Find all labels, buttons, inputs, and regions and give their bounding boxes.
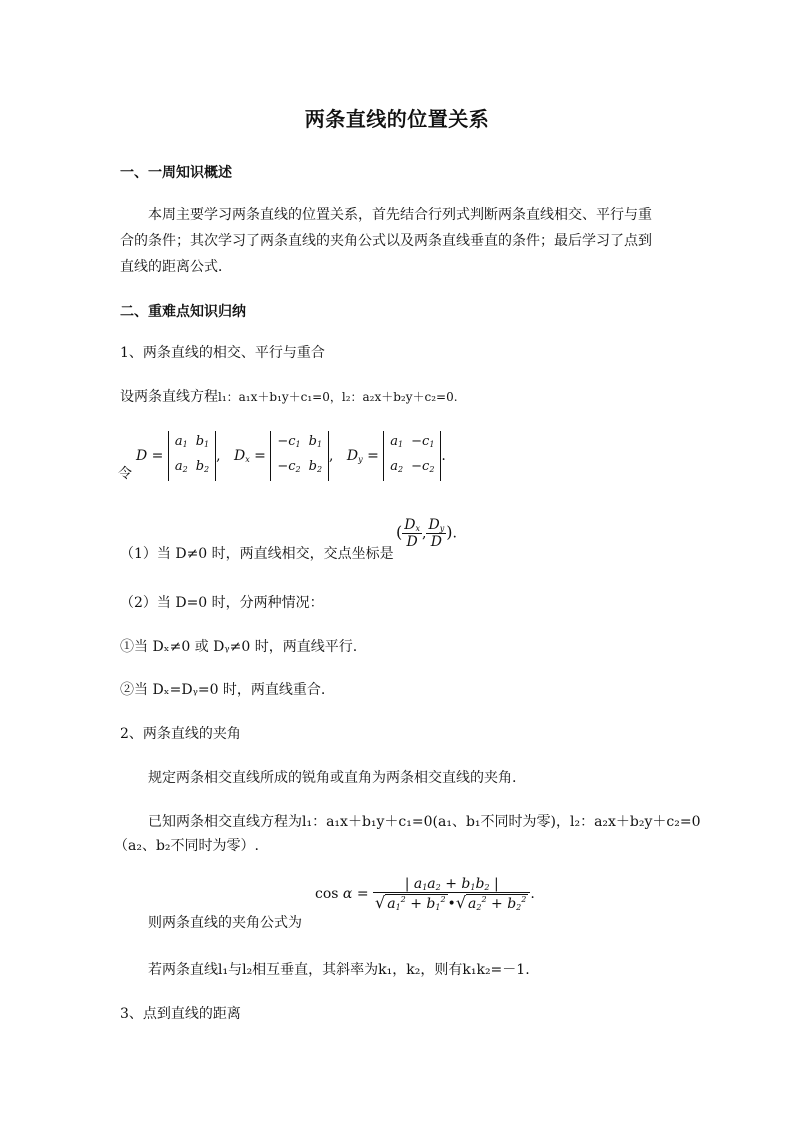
- item-1-setup-equation: l₁：a₁x＋b₁y＋c₁=0，l₂：a₂x＋b₂y＋c₂=0.: [218, 390, 458, 404]
- matrix-d: $a_1$ $b_1$ $a_2$ $b_2$: [168, 431, 216, 481]
- case-2b-text: ②当 Dₓ=Dᵧ=0 时，两直线重合.: [120, 682, 326, 698]
- section-heading-key-points: 二、重难点知识归纳: [120, 304, 246, 320]
- item-2-known-line-2: （a₂、b₂不同时为零）.: [114, 838, 259, 854]
- perpendicular-condition: 若两条直线l₁与l₂相互垂直，其斜率为k₁，k₂，则有k₁k₂=－1.: [148, 962, 530, 978]
- overview-paragraph-line-3: 直线的距离公式．: [120, 259, 232, 275]
- overview-paragraph-line-1: 本周主要学习两条直线的位置关系，首先结合行列式判断两条直线相交、平行与重: [148, 207, 652, 223]
- case-2-text: （2）当 D=0 时，分两种情况：: [120, 595, 324, 611]
- item-2-heading: 2、两条直线的夹角: [120, 726, 241, 742]
- item-1-heading: 1、两条直线的相交、平行与重合: [120, 345, 325, 361]
- case-1-text: （1）当 D≠0 时，两直线相交，交点坐标是: [120, 546, 394, 562]
- formula-dy: $D_y$ =: [346, 448, 384, 464]
- angle-formula-prefix: 则两条直线的夹角公式为: [148, 915, 302, 931]
- case-2a-text: ①当 Dₓ≠0 或 Dᵧ≠0 时，两直线平行.: [120, 639, 358, 655]
- matrix-dy: $a_1$ $-c_1$ $a_2$ $-c_2$: [383, 431, 441, 481]
- matrix-dx: $-c_1$ $b_1$ $-c_2$ $b_2$: [270, 431, 329, 481]
- section-heading-overview: 一、一周知识概述: [120, 165, 232, 181]
- angle-formula-fraction: $\frac{| a_1a_2 + b_1b_2 |}{√ a_1^2 + b_1^2 •√ a_2^2 + b_2^2}$: [373, 876, 530, 912]
- determinant-definitions: D = $a_1$ $b_1$ $a_2$ $b_2$ , $D_x$ = $-c_1$ $b_1$ $-c_2$ $b_2$ , $D_y$ = $a_1$ $-c_1$ $a_2$ $-c_2$ .: [136, 431, 446, 481]
- overview-paragraph-line-2: 合的条件；其次学习了两条直线的夹角公式以及两条直线垂直的条件；最后学习了点到: [120, 233, 652, 249]
- intersection-point-formula: ( $\frac{D_x}{D}$ , $\frac{D_y}{D}$ ).: [396, 517, 457, 550]
- formula-d: D =: [136, 448, 168, 464]
- item-1-setup: [120, 384, 458, 410]
- angle-formula: cos α = $\frac{| a_1a_2 + b_1b_2 |}{√ a_1^2 + b_1^2 •√ a_2^2 + b_2^2}$ .: [315, 876, 535, 912]
- item-1-setup-prefix: 设两条直线方程: [120, 389, 218, 405]
- let-label: 令: [118, 466, 132, 482]
- item-3-heading: 3、点到直线的距离: [120, 1006, 241, 1022]
- page-title: 两条直线的位置关系: [304, 107, 490, 131]
- formula-dx: $D_x$ =: [233, 448, 271, 464]
- item-2-known-line-1: 已知两条相交直线方程为l₁：a₁x＋b₁y＋c₁=0(a₁、b₁不同时为零)，l₂：a₂x＋b₂y＋c₂=0: [148, 814, 701, 830]
- item-2-definition: 规定两条相交直线所成的锐角或直角为两条相交直线的夹角.: [148, 770, 517, 786]
